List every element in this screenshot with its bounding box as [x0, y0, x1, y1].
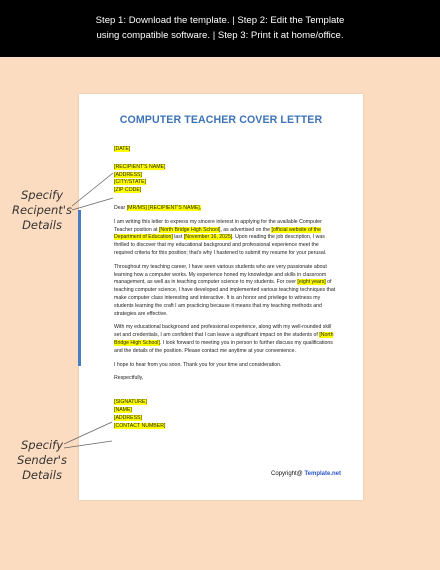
recipient-address-field[interactable]: [ADDRESS]	[114, 171, 142, 178]
paragraph-1: I am writing this letter to express my sincere interest in applying for the available Computer Teacher position at [North Bridge High School], as advertised on the [official website of the Department of Education] last [November 16, 2025]. Upon reading the job description, I was thrilled to discover that my educational background and professional experience meet the required criteria for this position; that's why I hastened to submit my resume for your perusal.	[114, 218, 327, 256]
copyright-link[interactable]: Template.net	[304, 471, 341, 477]
salutation: Dear [MR/MS] [RECIPIENT'S NAME],	[114, 204, 202, 211]
letter-page	[79, 94, 363, 500]
recipient-details-label: Specify Recipent's Details	[12, 188, 72, 232]
closing: Respectfully,	[114, 375, 144, 382]
paragraph-3: With my educational background and professional experience, along with my well-rounded skill set and credentials, I am confident that I can leave a significant impact on the students of [North Bridge High School]. I look forward to meeting you in person to further discuss my qualifications and the details of the position. Please contact me anytime at your convenience.	[114, 324, 334, 354]
date-field[interactable]: [DATE]	[114, 146, 131, 152]
years-field[interactable]: [eight years]	[297, 279, 326, 286]
sender-address-field[interactable]: [ADDRESS]	[114, 414, 142, 421]
copyright-notice: Copyright@ Template.net	[271, 471, 341, 477]
paragraph-4: I hope to hear from you soon. Thank you for your time and consideration.	[114, 361, 282, 368]
school-field[interactable]: [North Bridge High School]	[158, 226, 221, 233]
sender-block	[114, 399, 339, 430]
sender-details-label: Specify Sender's Details	[17, 438, 67, 482]
signature-field[interactable]: [SIGNATURE]	[114, 399, 147, 406]
banner-line-1: Step 1: Download the template. | Step 2: Edit the Template	[95, 15, 345, 26]
recipient-city-field[interactable]: [CITY/STATE]	[114, 179, 147, 186]
paragraph-2: Throughout my teaching career, I have seen various students who are very passionate about learning how a computer works. My experience honed my knowledge and skills in classroom management, as well as in teaching computer science to my students. For over [eight years] of teaching computer science, I have developed and implemented various teaching techniques that make computer class interesting and interactive. It is an honor and privilege to witness my students learning the craft I am practicing because it means that my teaching methods and strategies are effective.	[114, 263, 336, 317]
accent-bar	[78, 210, 81, 366]
source-field[interactable]: [official website of the Department of Education]	[114, 226, 321, 241]
date-posted-field[interactable]: [November 16, 2025]	[183, 234, 233, 241]
letter-body	[114, 146, 339, 430]
document-title: COMPUTER TEACHER COVER LETTER	[119, 114, 323, 126]
contact-number-field[interactable]: [CONTACT NUMBER]	[114, 422, 166, 429]
instruction-banner	[0, 0, 440, 57]
sender-name-field[interactable]: [NAME]	[114, 406, 132, 413]
salutation-field[interactable]: [MR/MS] [RECIPIENT'S NAME],	[126, 204, 202, 211]
school-field-2[interactable]: [North Bridge High School]	[114, 332, 334, 346]
recipient-zip-field[interactable]: [ZIP CODE]	[114, 187, 142, 194]
banner-line-2: using compatible software. | Step 3: Print it at home/office.	[96, 30, 344, 41]
recipient-name-field[interactable]: [RECIPIENT'S NAME]	[114, 163, 166, 170]
recipient-block	[114, 164, 339, 195]
